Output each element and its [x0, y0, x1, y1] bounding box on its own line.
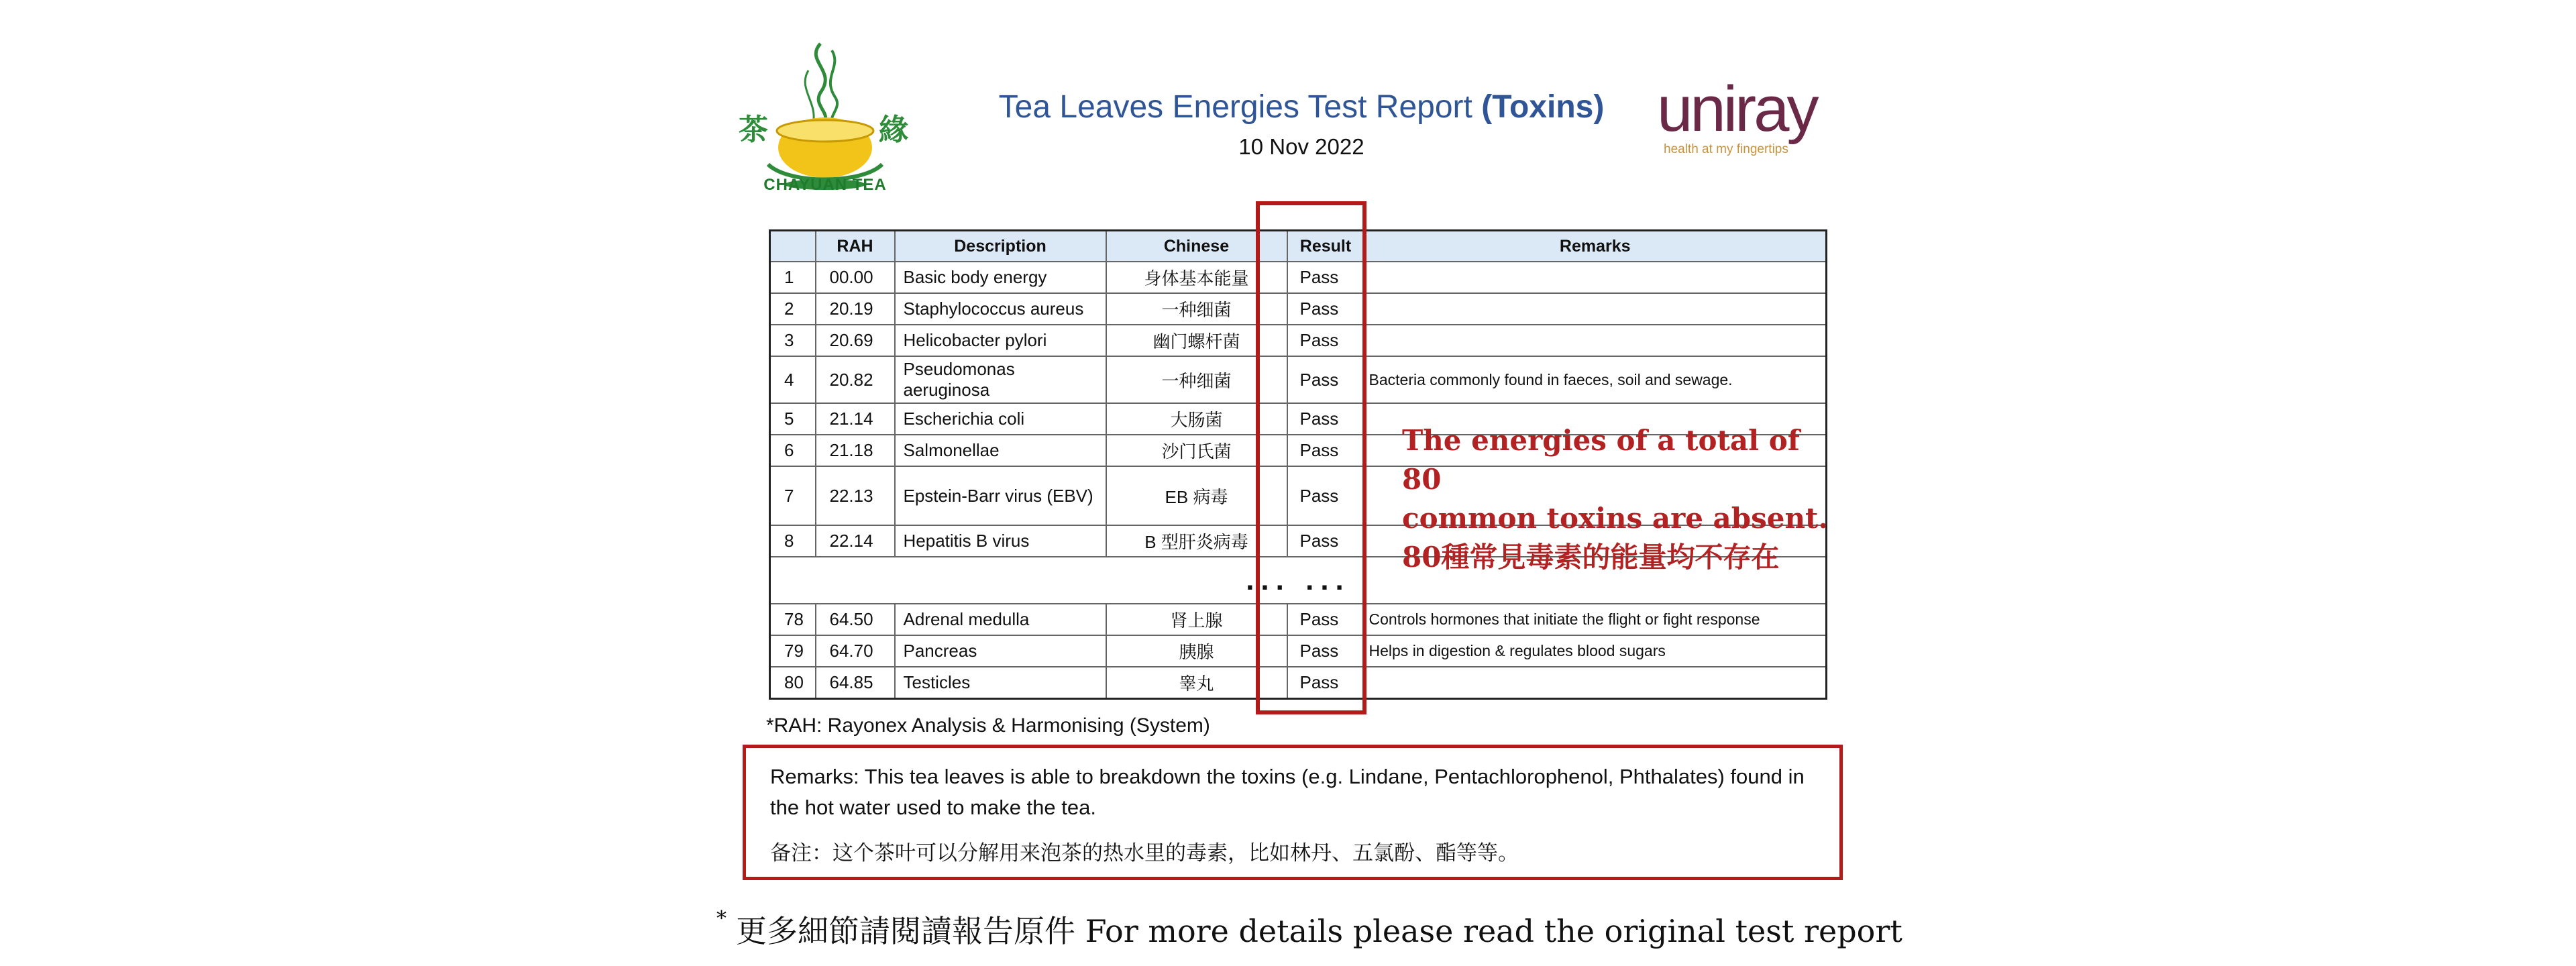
cell-result: Pass: [1287, 635, 1364, 667]
cell-description: Hepatitis B virus: [895, 525, 1106, 557]
cell-description: Pseudomonas aeruginosa: [895, 356, 1106, 403]
cell-chinese: EB 病毒: [1106, 466, 1287, 525]
result-column-highlight: [1256, 201, 1366, 714]
cell-rah: 64.50: [816, 604, 895, 635]
cell-result: Pass: [1287, 525, 1364, 557]
cell-rah: 20.69: [816, 325, 895, 356]
cell-description: Testicles: [895, 667, 1106, 699]
cell-result: Pass: [1287, 293, 1364, 325]
cell-rah: 21.18: [816, 435, 895, 466]
cell-num: 8: [770, 525, 816, 557]
cell-remarks: Helps in digestion & regulates blood sugars: [1364, 635, 1827, 667]
col-header-result: Result: [1287, 231, 1364, 262]
col-header-description: Description: [895, 231, 1106, 262]
cell-chinese: 幽门螺杆菌: [1106, 325, 1287, 356]
cell-result: Pass: [1287, 604, 1364, 635]
cell-description: Adrenal medulla: [895, 604, 1106, 635]
logo-char-left: 茶: [739, 113, 768, 147]
cell-chinese: 肾上腺: [1106, 604, 1287, 635]
col-header-rah: RAH: [816, 231, 895, 262]
cell-chinese: 沙门氏菌: [1106, 435, 1287, 466]
cell-rah: 22.14: [816, 525, 895, 557]
footer-star: *: [716, 907, 727, 930]
toxins-absent-note: [1402, 421, 1831, 577]
cell-rah: 64.85: [816, 667, 895, 699]
cell-num: 78: [770, 604, 816, 635]
uniray-tagline: health at my fingertips: [1664, 142, 1788, 156]
cell-result: Pass: [1287, 435, 1364, 466]
cell-result: Pass: [1287, 466, 1364, 525]
cell-result: Pass: [1287, 667, 1364, 699]
cell-description: Staphylococcus aureus: [895, 293, 1106, 325]
cell-description: Salmonellae: [895, 435, 1106, 466]
cell-rah: 20.19: [816, 293, 895, 325]
cell-remarks: [1364, 262, 1827, 293]
remarks-box: [743, 745, 1843, 880]
logo-char-right: 緣: [879, 113, 908, 147]
footer-text: 更多細節請閱讀報告原件 For more details please read the original test report: [736, 913, 1902, 949]
report-title-suffix: (Toxins): [1481, 89, 1605, 125]
uniray-logo-text: uniray: [1657, 73, 1817, 145]
cell-chinese: 胰腺: [1106, 635, 1287, 667]
cell-description: Epstein-Barr virus (EBV): [895, 466, 1106, 525]
cell-rah: 20.82: [816, 356, 895, 403]
cell-num: 2: [770, 293, 816, 325]
rah-footnote: *RAH: Rayonex Analysis & Harmonising (System): [766, 714, 1210, 737]
cell-num: 79: [770, 635, 816, 667]
cell-remarks: [1364, 293, 1827, 325]
cell-description: Pancreas: [895, 635, 1106, 667]
footer-note: [716, 907, 1902, 951]
cell-result: Pass: [1287, 325, 1364, 356]
col-header-remarks: Remarks: [1364, 231, 1827, 262]
cell-rah: 21.14: [816, 403, 895, 435]
chayuan-tea-name: CHAYUAN TEA: [763, 176, 887, 194]
cell-num: 1: [770, 262, 816, 293]
toxin-note-line: The energies of a total of 80: [1402, 424, 1800, 496]
cell-result: Pass: [1287, 262, 1364, 293]
cell-description: Basic body energy: [895, 262, 1106, 293]
cell-chinese: 睾丸: [1106, 667, 1287, 699]
uniray-logo: [1657, 73, 1817, 145]
report-title-main: Tea Leaves Energies Test Report: [998, 89, 1472, 125]
cell-result: Pass: [1287, 403, 1364, 435]
cell-num: 5: [770, 403, 816, 435]
remarks-english: Remarks: This tea leaves is able to breakdown the toxins (e.g. Lindane, Pentachlorophenol, Phthalates) found in the hot water used to make the tea.: [770, 765, 1805, 819]
cell-chinese: B 型肝炎病毒: [1106, 525, 1287, 557]
cell-rah: 22.13: [816, 466, 895, 525]
cell-num: 4: [770, 356, 816, 403]
toxin-note-line: 80種常見毒素的能量均不存在: [1402, 541, 1780, 574]
cell-chinese: 身体基本能量: [1106, 262, 1287, 293]
report-date: 10 Nov 2022: [1238, 134, 1364, 159]
table-ellipsis: ... ...: [770, 557, 1827, 604]
cell-chinese: 大肠菌: [1106, 403, 1287, 435]
cell-result: Pass: [1287, 356, 1364, 403]
report-title: [993, 89, 1610, 125]
cell-remarks: Bacteria commonly found in faeces, soil and sewage.: [1364, 356, 1827, 403]
cell-num: 7: [770, 466, 816, 525]
cell-num: 80: [770, 667, 816, 699]
col-header-num: [770, 231, 816, 262]
col-header-chinese: Chinese: [1106, 231, 1287, 262]
cell-description: Escherichia coli: [895, 403, 1106, 435]
cell-description: Helicobacter pylori: [895, 325, 1106, 356]
cell-remarks: Controls hormones that initiate the flight or fight response: [1364, 604, 1827, 635]
cell-num: 6: [770, 435, 816, 466]
remarks-chinese: 备注：这个茶叶可以分解用来泡茶的热水里的毒素，比如林丹、五氯酚、酯等等。: [770, 841, 1519, 865]
cell-chinese: 一种细菌: [1106, 356, 1287, 403]
toxin-note-line: common toxins are absent.: [1402, 502, 1829, 535]
cell-rah: 64.70: [816, 635, 895, 667]
cell-remarks: [1364, 667, 1827, 699]
cell-chinese: 一种细菌: [1106, 293, 1287, 325]
cell-num: 3: [770, 325, 816, 356]
chayuan-tea-logo: [741, 30, 909, 195]
cell-rah: 00.00: [816, 262, 895, 293]
cell-remarks: [1364, 325, 1827, 356]
